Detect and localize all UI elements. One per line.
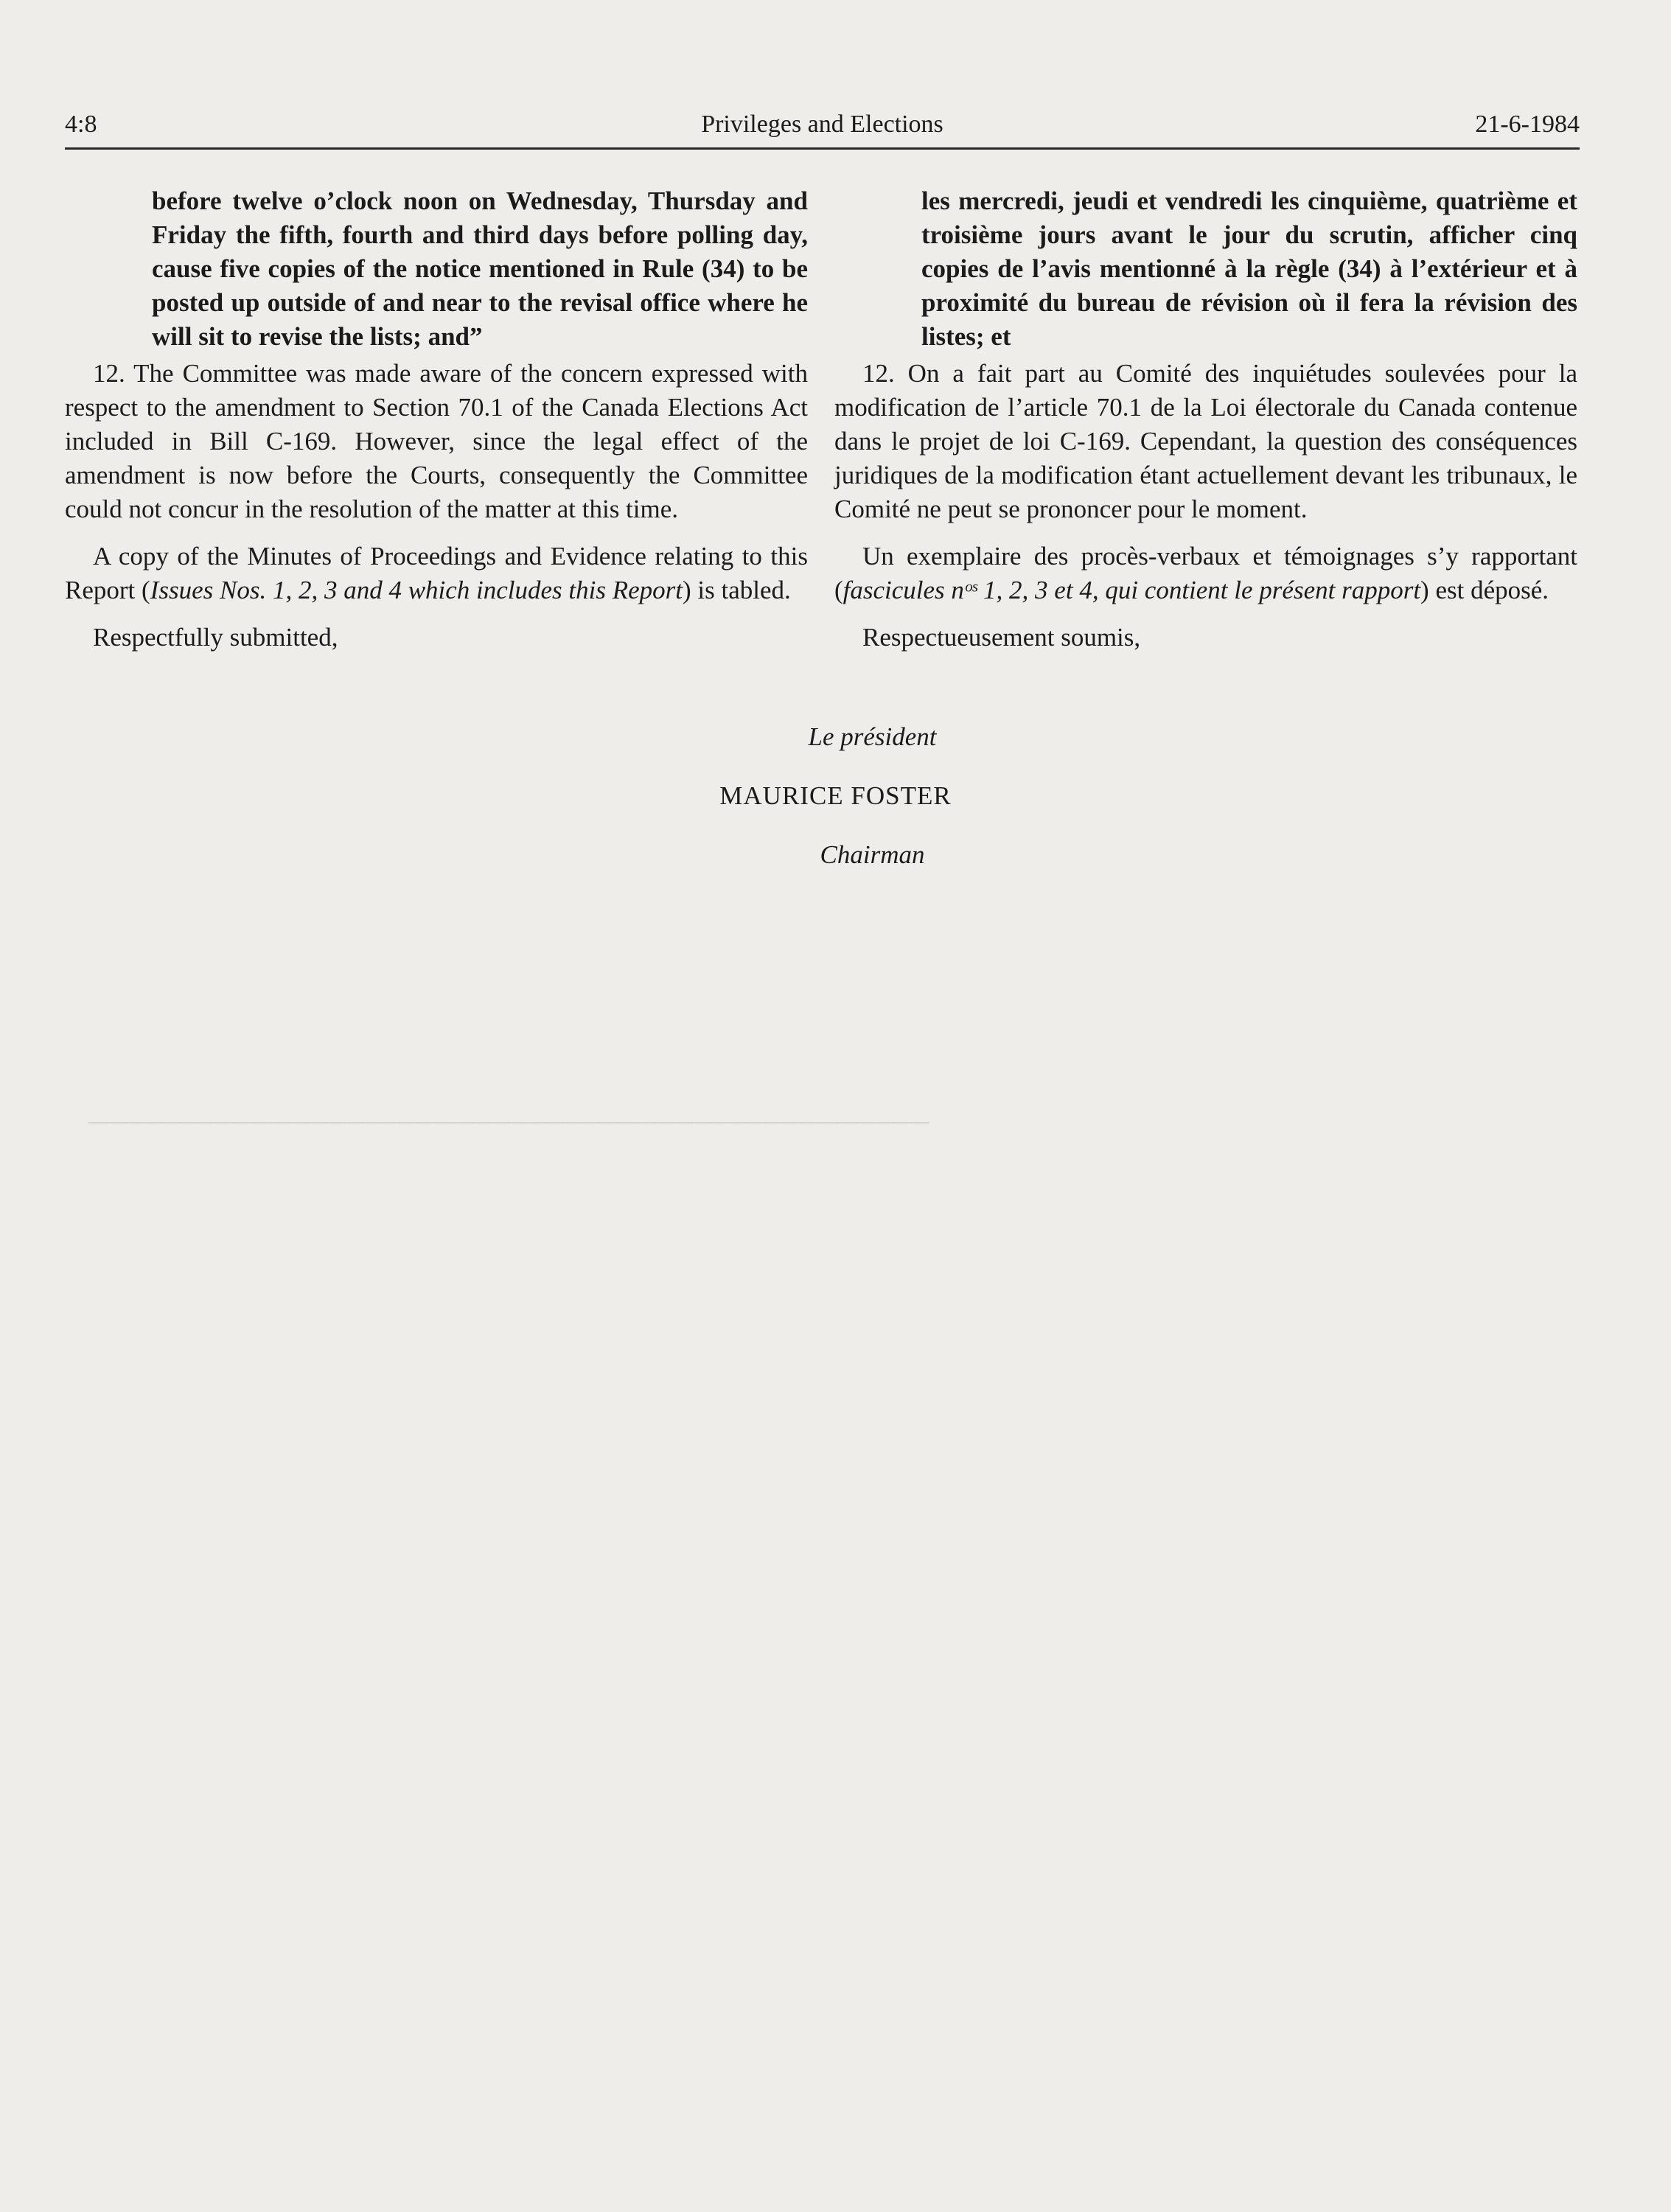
french-amendment-text: les mercredi, jeudi et vendredi les cinquième, quatrième et troisième jours avant le jour du scrutin, afficher cinq copies de l’avis mentionné à la règle (34) à l’extérieur et à proximité du bureau de révision où il fera la révision des listes; et	[921, 186, 1577, 351]
french-paragraph-12: 12. On a fait part au Comité des inquiétudes soulevées pour la modification de l’article 70.1 de la Loi électorale du Canada contenue dans le projet de loi C-169. Cependant, la question des conséquences juridiques de la modification étant actuellement devant les tribunaux, le Comité ne peut se prononcer pour le moment.	[834, 359, 1577, 523]
english-column	[65, 184, 808, 655]
page-number: 4:8	[65, 111, 97, 138]
french-copy-pre: Un exemplaire des procès-verbaux et témoignages s’y rapportant (	[834, 542, 1577, 604]
english-paragraph-12: 12. The Committee was made aware of the concern expressed with respect to the amendment to Section 70.1 of the Canada Elections Act included in Bill C-169. However, since the legal effect of the amendment is now before the Courts, consequently the Committee could not concur in the resolution of the matter at this time.	[65, 359, 808, 523]
french-copy-post: ) est déposé.	[1420, 576, 1549, 604]
signature-title-english: Chairman	[820, 840, 925, 869]
french-closing: Respectueusement soumis,	[862, 623, 1141, 652]
signature-name: MAURICE FOSTER	[719, 781, 952, 810]
signature-title-french: Le président	[808, 722, 937, 751]
english-copy-italic: Issues Nos. 1, 2, 3 and 4 which includes this Report	[150, 576, 683, 604]
english-closing: Respectfully submitted,	[93, 623, 338, 652]
french-column	[834, 184, 1577, 655]
page-title: Privileges and Elections	[701, 111, 943, 138]
header-rule	[65, 147, 1580, 150]
english-amendment-text: before twelve o’clock noon on Wednesday, Thursday and Friday the fifth, fourth and third days before polling day, cause five copies of the notice mentioned in Rule (34) to be posted up outside of and near to the revisal office where he will sit to revise the lists; and”	[152, 186, 808, 351]
page-date: 21-6-1984	[1475, 111, 1580, 138]
bleed-through-text: ──────────────────────────────────────────────	[88, 1108, 929, 1137]
french-copy-italic: fascicules nᵒˢ 1, 2, 3 et 4, qui contient le présent rapport	[843, 576, 1421, 604]
french-copy-statement	[834, 540, 1577, 607]
english-copy-post: ) is tabled.	[683, 576, 791, 604]
page-header	[65, 111, 1580, 149]
english-copy-pre: A copy of the Minutes of Proceedings and Evidence relating to this Report (	[65, 542, 808, 604]
english-copy-statement	[65, 540, 808, 607]
